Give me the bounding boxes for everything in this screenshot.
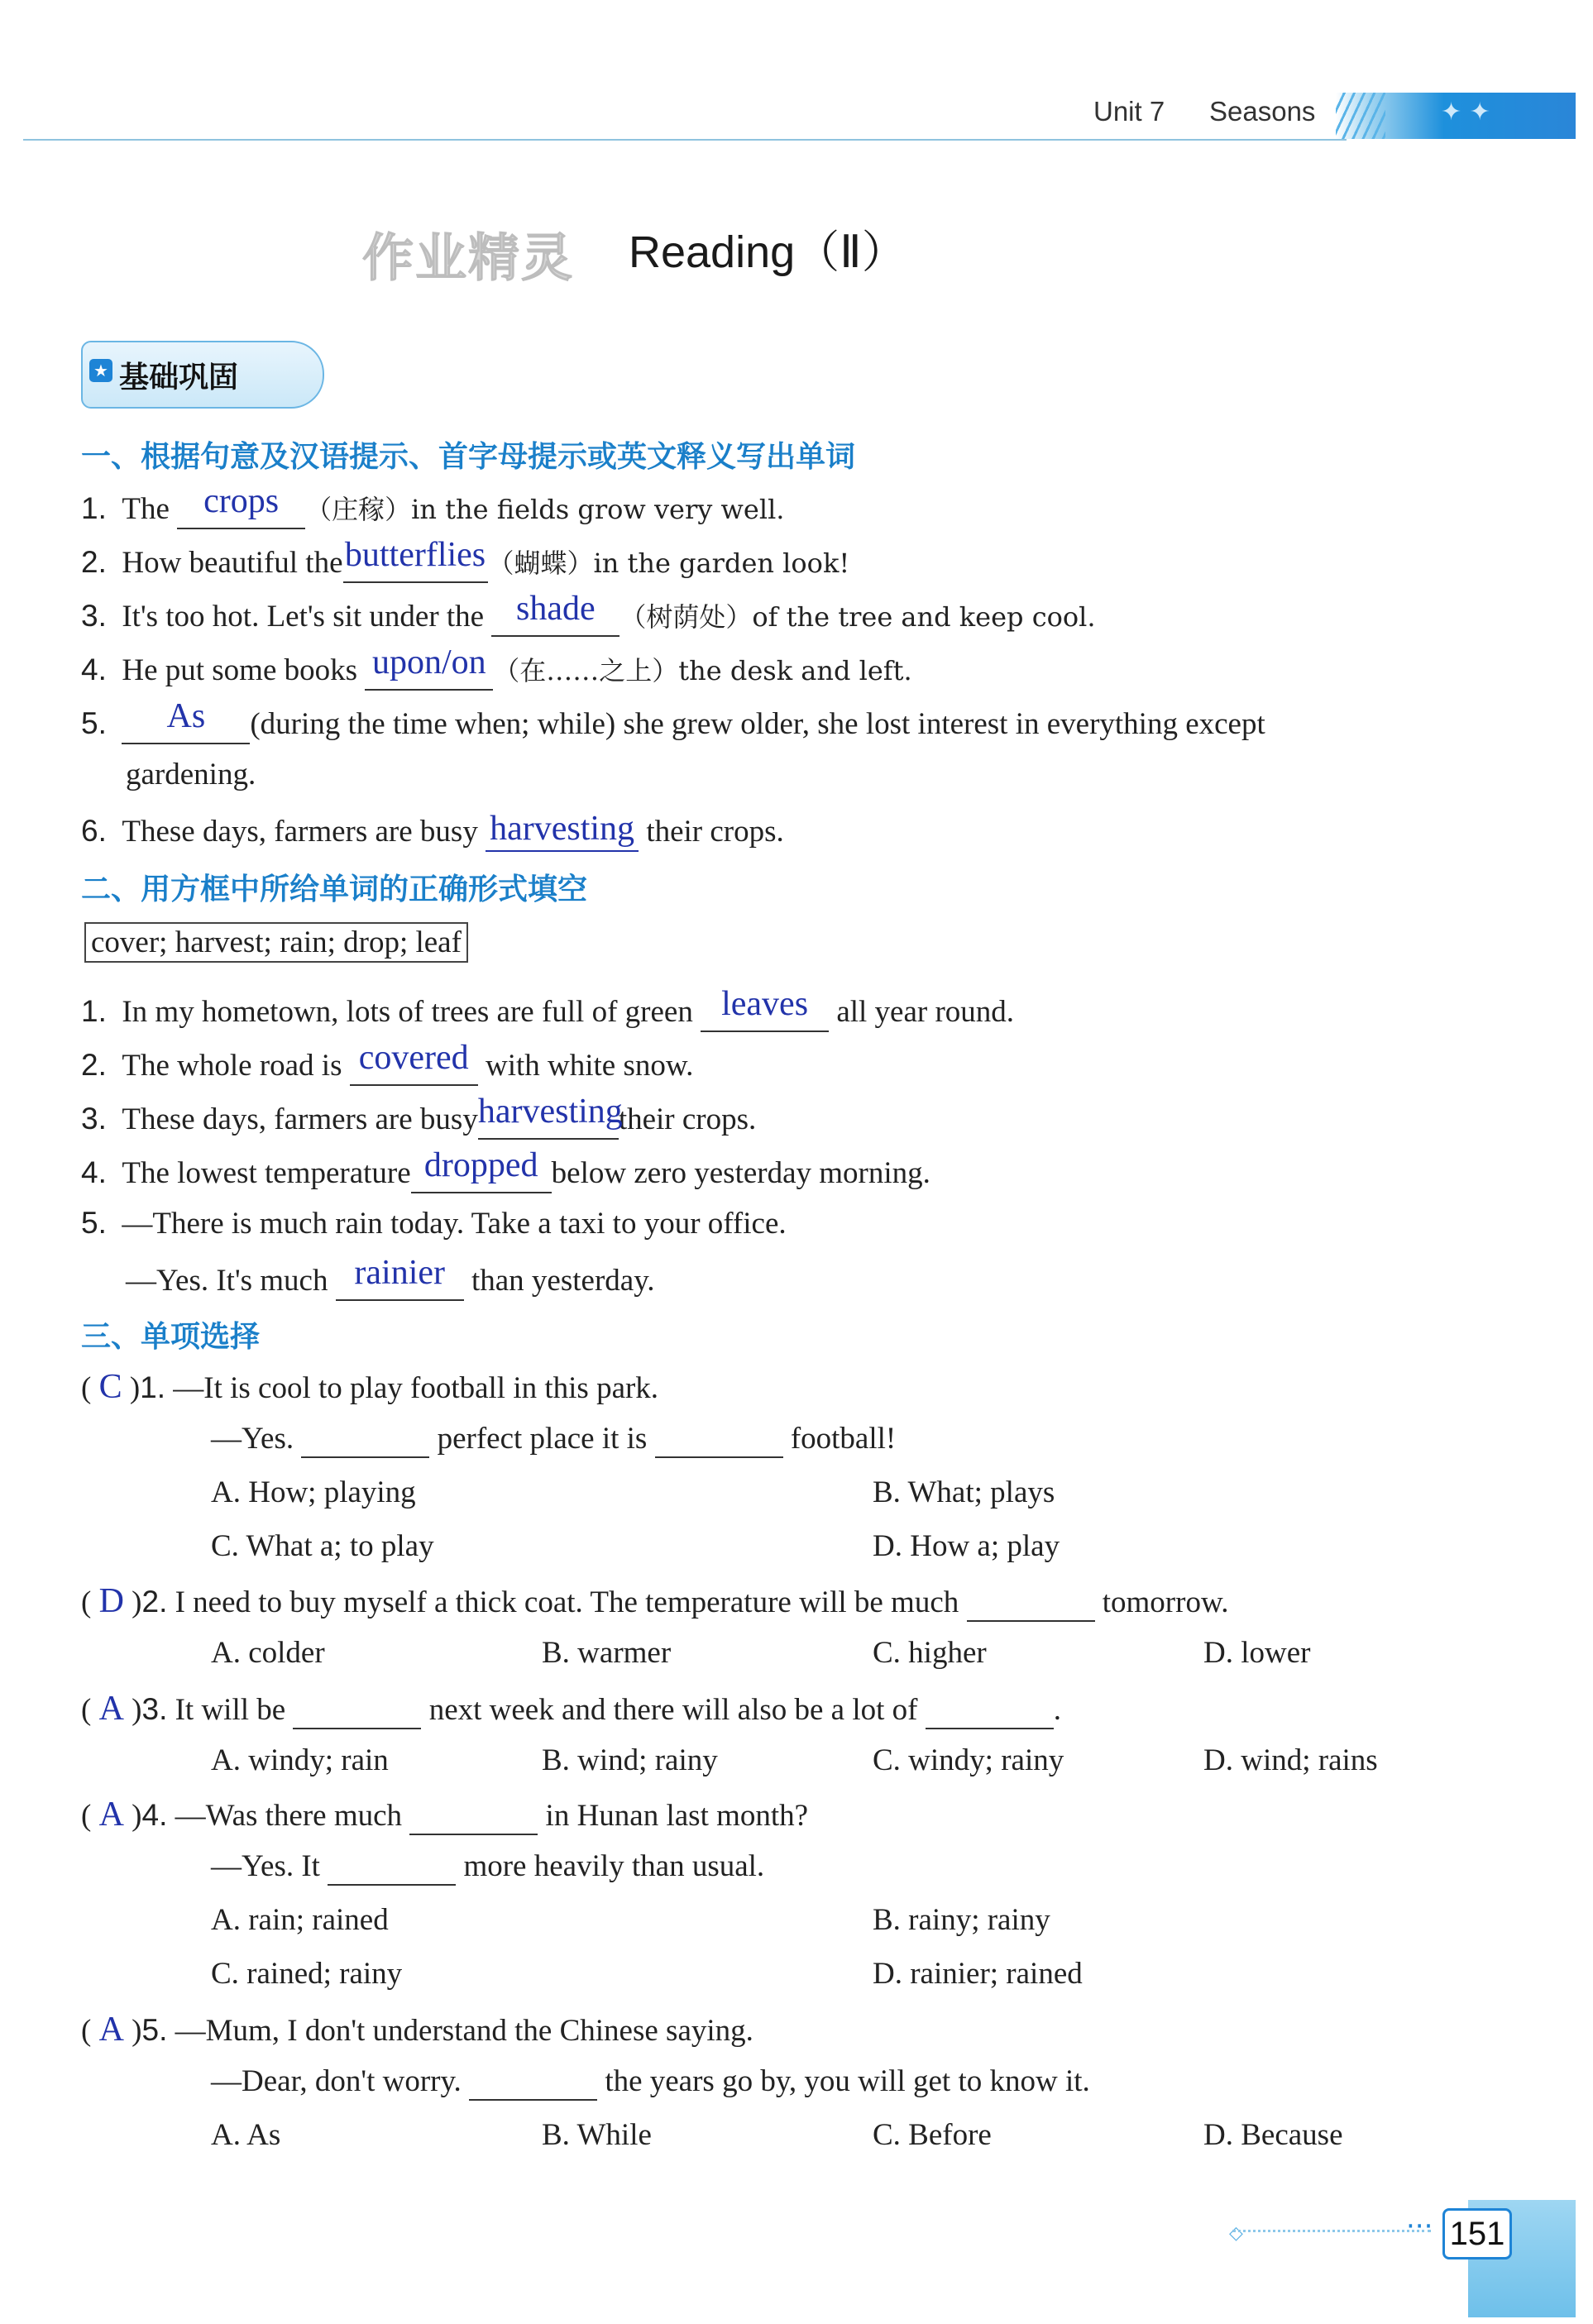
option-b[interactable]: B. What; plays bbox=[873, 1475, 1055, 1509]
answer-blank[interactable]: covered bbox=[350, 1045, 478, 1086]
answer-blank[interactable] bbox=[469, 2063, 597, 2101]
mc-question-2: ( D )2. I need to buy myself a thick coat. The temperature will be much tomorrow. bbox=[81, 1582, 1229, 1620]
mc-question-1-line2: —Yes. perfect place it is football! bbox=[211, 1421, 896, 1458]
option-b[interactable]: B. While bbox=[542, 2118, 652, 2152]
answer-blank[interactable] bbox=[655, 1421, 783, 1458]
word-box: cover; harvest; rain; drop; leaf bbox=[84, 925, 468, 960]
mc-question-4: ( A )4. —Was there much in Hunan last month? bbox=[81, 1796, 809, 1834]
mc-question-1: ( C )1. —It is cool to play football in this park. bbox=[81, 1368, 659, 1406]
option-a[interactable]: A. colder bbox=[211, 1636, 325, 1670]
part2-item-4: 4. The lowest temperature dropped below zero yesterday morning. bbox=[81, 1152, 930, 1193]
answer-blank[interactable]: leaves bbox=[701, 991, 829, 1032]
option-d[interactable]: D. rainier; rained bbox=[873, 1957, 1083, 1991]
part1-item-5-continued: gardening. bbox=[126, 758, 256, 791]
option-c[interactable]: C. higher bbox=[873, 1636, 987, 1670]
option-d[interactable]: D. How a; play bbox=[873, 1529, 1060, 1563]
header-rule bbox=[23, 139, 1347, 141]
answer-choice[interactable]: A bbox=[98, 1796, 124, 1834]
mc-question-3: ( A )3. It will be next week and there will also be a lot of . bbox=[81, 1690, 1061, 1728]
answer-blank[interactable]: As bbox=[122, 703, 250, 744]
option-a[interactable]: A. As bbox=[211, 2118, 281, 2152]
part1-item-5: 5. As (during the time when; while) she grew older, she lost interest in everything except bbox=[81, 703, 1265, 744]
part2-item-1: 1. In my hometown, lots of trees are full of green leaves all year round. bbox=[81, 991, 1014, 1032]
option-b[interactable]: B. warmer bbox=[542, 1636, 672, 1670]
option-b[interactable]: B. rainy; rainy bbox=[873, 1903, 1050, 1937]
answer-blank[interactable]: crops bbox=[177, 488, 305, 529]
option-a[interactable]: A. windy; rain bbox=[211, 1743, 389, 1777]
header-unit: Unit 7 bbox=[1093, 96, 1165, 127]
option-c[interactable]: C. windy; rainy bbox=[873, 1743, 1064, 1777]
header-decor-stripes bbox=[1336, 93, 1385, 139]
part2-item-2: 2. The whole road is covered with white snow. bbox=[81, 1045, 693, 1086]
answer-blank[interactable]: rainier bbox=[336, 1260, 464, 1301]
footer-dots-label: ··· bbox=[1406, 2210, 1433, 2243]
star-icon: ★ bbox=[89, 359, 112, 382]
part2-item-5: 5. —There is much rain today. Take a taxi to your office. bbox=[81, 1206, 787, 1241]
part3-heading: 三、单项选择 bbox=[81, 1320, 261, 1354]
header-topic: Seasons bbox=[1209, 96, 1316, 127]
option-a[interactable]: A. How; playing bbox=[211, 1475, 416, 1509]
answer-blank[interactable] bbox=[301, 1421, 429, 1458]
answer-blank[interactable]: upon/on bbox=[365, 649, 493, 691]
mc-question-5: ( A )5. —Mum, I don't understand the Chinese saying. bbox=[81, 2011, 753, 2049]
option-c[interactable]: C. Before bbox=[873, 2118, 992, 2152]
option-b[interactable]: B. wind; rainy bbox=[542, 1743, 718, 1777]
option-c[interactable]: C. What a; to play bbox=[211, 1529, 434, 1563]
answer-blank[interactable] bbox=[293, 1692, 421, 1729]
diamond-icon: ◇ bbox=[1229, 2223, 1243, 2244]
answer-blank[interactable] bbox=[328, 1848, 456, 1886]
part1-item-1: 1. The crops （庄稼）in the fields grow very well. bbox=[81, 488, 784, 529]
answer-blank[interactable]: harvesting bbox=[478, 1098, 619, 1140]
part1-item-4: 4. He put some books upon/on （在……之上）the desk and left. bbox=[81, 649, 912, 691]
answer-blank[interactable]: harvesting bbox=[486, 811, 639, 852]
part1-item-6: 6. These days, farmers are busy harvesting their crops. bbox=[81, 811, 784, 852]
answer-blank[interactable]: dropped bbox=[411, 1152, 552, 1193]
option-c[interactable]: C. rained; rainy bbox=[211, 1957, 403, 1991]
mc-question-4-line2: —Yes. It more heavily than usual. bbox=[211, 1848, 764, 1886]
part1-item-3: 3. It's too hot. Let's sit under the shade （树荫处）of the tree and keep cool. bbox=[81, 595, 1096, 637]
option-d[interactable]: D. wind; rains bbox=[1203, 1743, 1378, 1777]
part2-item-3: 3. These days, farmers are busyharvestingtheir crops. bbox=[81, 1098, 756, 1140]
answer-blank[interactable] bbox=[926, 1692, 1054, 1729]
answer-blank[interactable] bbox=[967, 1585, 1095, 1622]
answer-blank[interactable]: butterflies bbox=[343, 542, 488, 583]
mc-question-5-line2: —Dear, don't worry. the years go by, you will get to know it. bbox=[211, 2063, 1090, 2101]
page-number: 151 bbox=[1442, 2208, 1512, 2259]
answer-choice[interactable]: C bbox=[98, 1368, 122, 1406]
option-d[interactable]: D. Because bbox=[1203, 2118, 1343, 2152]
answer-choice[interactable]: D bbox=[98, 1582, 124, 1620]
page-title: Reading（Ⅱ） bbox=[629, 227, 907, 277]
answer-choice[interactable]: A bbox=[98, 1690, 124, 1728]
part2-heading: 二、用方框中所给单词的正确形式填空 bbox=[81, 873, 588, 906]
footer-dotted-rule bbox=[1232, 2230, 1431, 2232]
option-d[interactable]: D. lower bbox=[1203, 1636, 1311, 1670]
part1-item-2: 2. How beautiful thebutterflies（蝴蝶）in the garden look! bbox=[81, 542, 849, 583]
answer-blank[interactable]: shade bbox=[491, 595, 620, 637]
answer-blank[interactable] bbox=[409, 1798, 538, 1835]
part2-item-5-reply: —Yes. It's much rainier than yesterday. bbox=[126, 1260, 655, 1301]
part1-heading: 一、根据句意及汉语提示、首字母提示或英文释义写出单词 bbox=[81, 440, 856, 474]
watermark-logo: 作业精灵 bbox=[362, 230, 575, 287]
sparkle-icon: ✦ ✦ bbox=[1441, 98, 1490, 127]
answer-choice[interactable]: A bbox=[98, 2011, 124, 2049]
option-a[interactable]: A. rain; rained bbox=[211, 1903, 389, 1937]
badge-label: 基础巩固 bbox=[119, 361, 239, 395]
section-badge bbox=[81, 341, 324, 407]
